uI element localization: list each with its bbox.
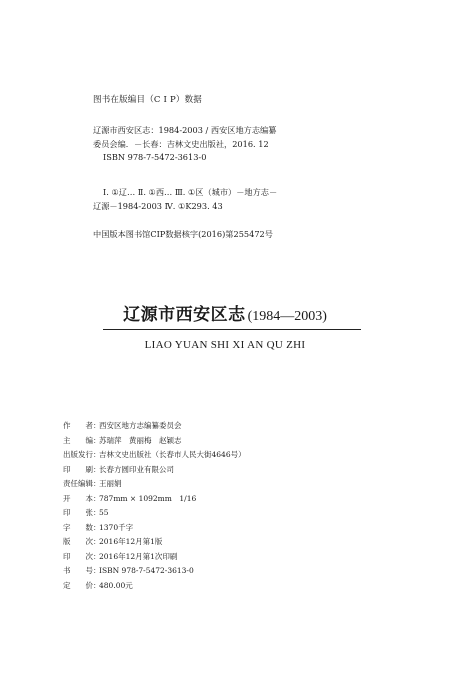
credit-row-editor-in-chief bbox=[63, 435, 182, 447]
credit-row-format bbox=[63, 493, 196, 505]
credit-label: 定 价： bbox=[63, 580, 101, 590]
credit-value: 王丽娟 bbox=[99, 479, 122, 488]
credit-value: 787mm × 1092mm 1/16 bbox=[99, 493, 197, 503]
credit-label: 字 数： bbox=[63, 522, 101, 532]
credit-value: ISBN 978-7-5472-3613-0 bbox=[99, 566, 194, 575]
credit-label: 印 刷： bbox=[63, 464, 101, 474]
cip-main-line: 委员会编．－长春：吉林文史出版社，2016. 12 bbox=[93, 138, 269, 149]
cip-class-line: Ⅰ. ①辽… Ⅱ. ①西… Ⅲ. ①区（城市）－地方志－ bbox=[103, 187, 278, 197]
credit-row-edition bbox=[63, 536, 162, 548]
credit-value: 长春方圆印业有限公司 bbox=[99, 464, 174, 474]
credit-row-price bbox=[63, 580, 133, 592]
cip-heading: 图书在版编目（C I P）数据 bbox=[93, 95, 202, 105]
cip-main-line: 辽源市西安区志：1984-2003 / 西安区地方志编纂 bbox=[93, 125, 277, 135]
credit-value: 55 bbox=[99, 508, 109, 517]
credit-label: 责任编辑： bbox=[63, 479, 101, 488]
title-divider bbox=[103, 329, 361, 330]
book-title-chinese: 辽源市西安区志 bbox=[123, 305, 246, 325]
credit-row-word-count bbox=[63, 522, 133, 534]
book-title-years: (1984—2003) bbox=[247, 309, 327, 324]
credit-label: 作 者： bbox=[63, 421, 101, 430]
book-title bbox=[0, 300, 450, 325]
credit-value: 480.00元 bbox=[99, 580, 133, 590]
credit-row-publisher bbox=[63, 449, 246, 461]
credit-value: 苏瑞萍 黄丽梅 赵颖志 bbox=[99, 435, 182, 445]
credit-label: 书 号： bbox=[63, 566, 101, 575]
cip-isbn-line: ISBN 978-7-5472-3613-0 bbox=[103, 152, 207, 162]
credit-label: 印 次： bbox=[63, 551, 101, 561]
cip-class-line: 辽源－1984-2003 Ⅳ. ①K293. 43 bbox=[93, 200, 223, 211]
credit-value: 吉林文史出版社（长春市人民大街4646号） bbox=[99, 450, 246, 459]
credit-row-printer bbox=[63, 464, 174, 476]
book-title-pinyin: LIAO YUAN SHI XI AN QU ZHI bbox=[144, 339, 306, 351]
credit-row-printing bbox=[63, 551, 177, 563]
cip-core-data: 中国版本图书馆CIP数据核字(2016)第255472号 bbox=[93, 229, 273, 239]
cip-main-entry bbox=[93, 124, 276, 165]
credit-label: 版 次： bbox=[63, 537, 101, 546]
credit-row-sheets bbox=[63, 507, 109, 519]
credit-value: 2016年12月第1次印刷 bbox=[99, 551, 178, 561]
credit-label: 开 本： bbox=[63, 493, 101, 503]
credit-label: 印 张： bbox=[63, 508, 101, 517]
credit-row-author bbox=[63, 420, 182, 432]
credit-label: 出版发行： bbox=[63, 450, 101, 459]
credit-row-responsible-editor bbox=[63, 478, 122, 490]
credit-row-isbn bbox=[63, 565, 194, 577]
credit-value: 1370千字 bbox=[99, 522, 134, 532]
cip-classification bbox=[93, 186, 277, 213]
credit-value: 西安区地方志编纂委员会 bbox=[99, 421, 182, 430]
credit-label: 主 编： bbox=[63, 435, 101, 445]
credit-value: 2016年12月第1版 bbox=[99, 537, 163, 546]
